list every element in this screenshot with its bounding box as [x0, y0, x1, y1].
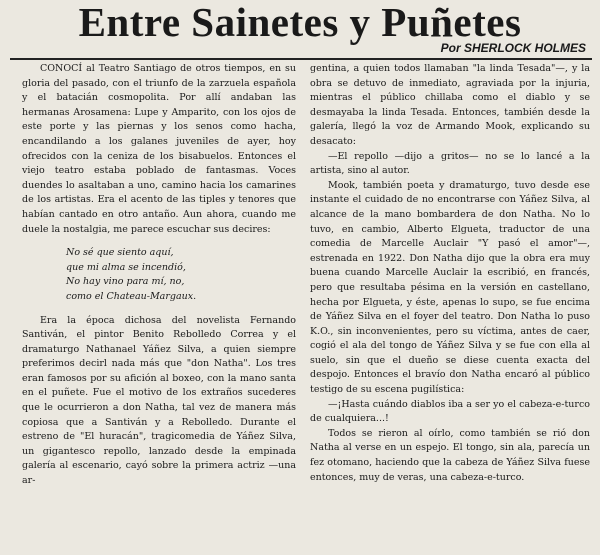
- paragraph: —¡Hasta cuándo diablos iba a ser yo el cabeza-e-turco de cualquiera...!: [310, 398, 590, 425]
- paragraph: Era la época dichosa del novelista Fernando Santiván, el pintor Benito Rebolledo Correa y el dramaturgo Nathanael Yáñez Silva, a quien siempre preferimos decirl nada más que "don Natha". Los tres eran famosos por su afición al boxeo, con la mano santa en el puñete. Fue el motivo de los extraños sucederes que le ocurrieron a don Natha, tal vez de manera más copiosa que a Santiván y a Rebolledo. Durante el estreno de "El huracán", tragicomedia de Yáñez Silva, un gigantesco repollo, lanzado desde la empinada galería al escenario, cayó sobre la primera actriz —una ar-: [22, 314, 296, 487]
- paragraph: gentina, a quien todos llamaban "la linda Tesada"—, y la obra se detuvo de inmediato, agraviada por la injuria, mientras el público chillaba como el diablo y se desmayaba la linda Tesada. Entonces, también desde la galería, llegó la voz de Armando Mook, explicando su desacato:: [310, 63, 590, 147]
- poem-line: No hay vino para mí, no,: [66, 276, 185, 288]
- poem-line: como el Chateau-Margaux.: [66, 290, 197, 302]
- left-column: [22, 62, 296, 489]
- paragraph: Todos se rieron al oírlo, como también se rió don Natha al verse en un espejo. El tongo, sin ala, parecía un fez otomano, haciendo que la cabeza de Yáñez Silva fuese entonces, muy de veras, una cabeza-e-turco.: [310, 427, 590, 483]
- poem-line: No sé que siento aquí,: [66, 247, 174, 259]
- paragraph: —El repollo —dijo a gritos— no se lo lancé a la artista, sino al autor.: [310, 150, 590, 177]
- poem-line: que mi alma se incendió,: [66, 261, 186, 273]
- title-divider: [10, 58, 592, 60]
- article-byline: Por SHERLOCK HOLMES: [440, 41, 586, 55]
- poem-stanza: [22, 246, 296, 304]
- spacer: [22, 305, 296, 314]
- article-title: Entre Sainetes y Puñetes: [78, 0, 522, 45]
- paragraph: Mook, también poeta y dramaturgo, tuvo desde ese instante el cuidado de no encontrarse con Yáñez Silva, al alcance de la mano bombardera de don Natha. No lo tuvo, en cambio, Alberto Elgueta, traductor de una comedia de Marcelle Auclair "Y pasó el amor"—, estrenada en 1922. Don Natha dijo que la obra era muy buena cuando Marcelle Auclair la escribió, en francés, pero que resultaba pésima en la versión en castellano, hecha por Elgueta, y éste, apenas lo supo, se fue encima de Yáñez Silva en el foyer del teatro. Don Natha lo puso K.O., sin inconvenientes, pero su víctima, antes de caer, cogió el ala del tongo de Yáñez Silva y se fue con ella al suelo, sin que el dueño se diese cuenta exacta del despojo. Entonces el bravío don Natha encaró al público testigo de su escena pugilística:: [310, 179, 590, 396]
- right-column: [310, 62, 590, 485]
- paragraph: CONOCÍ al Teatro Santiago de otros tiempos, en su gloria del pasado, con el triunfo de la zarzuela española y el batacián cosmopolita. Por allí andaban las hermanas Arosamena: Lupe y Amparito, con los ojos de este porte y las piernas y los senos como hacha, encandilando a los galanes juveniles de ayer, hoy ofrecidos con la ceniza de los bisabuelos. Entonces el viejo teatro estaba poblado de fantasmas. Voces duendes lo asaltaban a uno, camino hacia los camarines de los artistas. Era el acento de las tiples y tenores que habían cantado en otro antaño. Aun ahora, cuando me duele la nostalgia, me parece escuchar sus decires:: [22, 63, 296, 235]
- spacer: [22, 237, 296, 246]
